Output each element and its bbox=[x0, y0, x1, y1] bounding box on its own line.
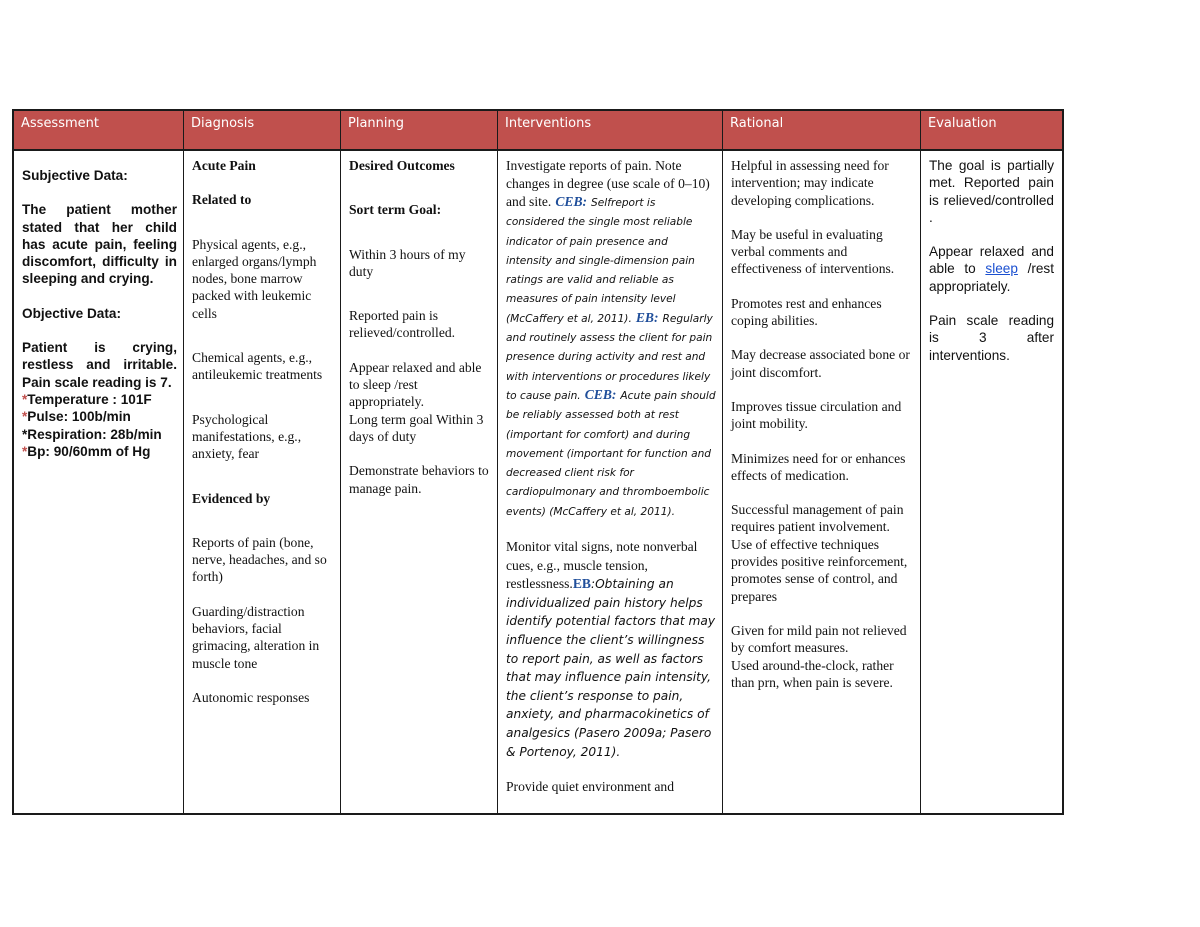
related-to-label: Related to bbox=[192, 192, 252, 208]
header-rational: Rational bbox=[723, 111, 921, 149]
rational-item: Used around-the-clock, rather than prn, when pain is severe. bbox=[731, 657, 894, 690]
evidenced-item: Reports of pain (bone, nerve, headaches, and so forth) bbox=[192, 534, 327, 585]
vital-pulse: *Pulse: 100b/min bbox=[22, 409, 131, 425]
evaluation-goal: The goal is partially met. Reported pain is relieved/controlled . bbox=[929, 158, 1054, 225]
planning-cell bbox=[341, 149, 498, 813]
related-item: Physical agents, e.g., enlarged organs/lymph nodes, bone marrow packed with leukemic cells bbox=[192, 236, 317, 321]
evaluation-pain-scale: Pain scale reading is 3 after interventions. bbox=[929, 313, 1054, 363]
star-marker: * bbox=[22, 391, 28, 407]
star-marker: * bbox=[22, 409, 28, 425]
rational-item: Improves tissue circulation and joint mobility. bbox=[731, 398, 902, 432]
ceb-tag: CEB: bbox=[555, 194, 588, 209]
evaluation-relaxed: Appear relaxed and able to sleep /rest appropriately. bbox=[929, 244, 1054, 294]
short-term-item: Appear relaxed and able to sleep /rest appropriately. bbox=[349, 359, 482, 410]
assessment-cell bbox=[14, 149, 184, 813]
rational-item: May be useful in evaluating verbal comments and effectiveness of interventions. bbox=[731, 226, 895, 277]
ceb-tag: CEB: bbox=[584, 386, 617, 402]
vital-bp: *Bp: 90/60mm of Hg bbox=[22, 443, 151, 459]
vital-temperature: *Temperature : 101F bbox=[22, 391, 152, 407]
related-item: Chemical agents, e.g., antileukemic treatments bbox=[192, 350, 323, 383]
header-planning: Planning bbox=[341, 111, 498, 149]
evidenced-by-label: Evidenced by bbox=[192, 490, 271, 506]
nursing-care-plan-table bbox=[12, 109, 1064, 815]
short-term-label: Sort term Goal: bbox=[349, 202, 442, 218]
evidenced-item: Autonomic responses bbox=[192, 689, 310, 705]
objective-text: Patient is crying, restless and irritable. Pain scale reading is 7. bbox=[22, 340, 177, 390]
intervention-paragraph: Investigate reports of pain. Note changes in degree (use scale of 0–10) and site. CEB: Selfreport is considered the single most reliable indicator of pain presence and intensity and single-dimension pain ratings are valid and reliable as measures of pain intensity level (McCaffery et al, 2011). EB: Regularly and routinely assess the client for pain presence during activity and rest and with interventions or procedures likely to cause pain. CEB: Acute pain should be reliably assessed both at rest (important for comfort) and during movement (important for function and decreased client risk for cardiopulmonary and thromboembolic events) (McCaffery et al, 2011). bbox=[506, 158, 716, 518]
evidenced-item: Guarding/distraction behaviors, facial grimacing, alteration in muscle tone bbox=[192, 603, 320, 671]
planning-title: Desired Outcomes bbox=[349, 158, 455, 173]
rational-item: May decrease associated bone or joint discomfort. bbox=[731, 347, 910, 380]
short-term-item: Within 3 hours of my duty bbox=[349, 246, 466, 279]
vital-respiration: *Respiration: 28b/min bbox=[22, 426, 162, 442]
related-item: Psychological manifestations, e.g., anxiety, fear bbox=[192, 411, 302, 462]
rational-item: Helpful in assessing need for intervention; may indicate developing complications. bbox=[731, 158, 889, 208]
header-evaluation: Evaluation bbox=[921, 111, 1062, 149]
demonstrate-goal: Demonstrate behaviors to manage pain. bbox=[349, 463, 489, 496]
rational-item: Given for mild pain not relieved by comfort measures. bbox=[731, 622, 907, 656]
intervention-paragraph: Provide quiet environment and bbox=[506, 779, 674, 795]
evaluation-cell bbox=[921, 149, 1062, 813]
diagnosis-title: Acute Pain bbox=[192, 158, 256, 173]
header-assessment: Assessment bbox=[14, 111, 184, 149]
rational-item: Promotes rest and enhances coping abilities. bbox=[731, 295, 882, 329]
objective-label: Objective Data: bbox=[22, 305, 121, 321]
intervention-paragraph: Monitor vital signs, note nonverbal cues, e.g., muscle tension, restlessness.EB:Obtaining an individualized pain history helps identify potential factors that may influence the client’s willingness to report pain, as well as factors that may influence pain intensity, the client’s response to pain, anxiety, and pharmacokinetics of analgesics (Pasero 2009a; Pasero & Portenoy, 2011). bbox=[506, 539, 716, 759]
subjective-label: Subjective Data: bbox=[22, 168, 128, 183]
interventions-cell bbox=[498, 149, 723, 813]
sleep-link[interactable]: sleep bbox=[985, 261, 1018, 277]
long-term-goal: Long term goal Within 3 days of duty bbox=[349, 411, 484, 444]
header-interventions: Interventions bbox=[498, 111, 723, 149]
subjective-text: The patient mother stated that her child has acute pain, feeling discomfort, difficulty in sleeping and crying. bbox=[22, 202, 177, 287]
eb-tag: EB bbox=[572, 576, 591, 592]
header-diagnosis: Diagnosis bbox=[184, 111, 341, 149]
star-marker: * bbox=[22, 443, 28, 459]
diagnosis-cell bbox=[184, 149, 341, 813]
short-term-item: Reported pain is relieved/controlled. bbox=[349, 308, 456, 341]
rational-item: Successful management of pain requires patient involvement. Use of effective techniques provides positive reinforcement, promotes sense of control, and prepares bbox=[731, 502, 908, 604]
rational-cell bbox=[723, 149, 921, 813]
eb-tag: EB: bbox=[635, 309, 659, 325]
rational-item: Minimizes need for or enhances effects of medication. bbox=[731, 450, 906, 483]
